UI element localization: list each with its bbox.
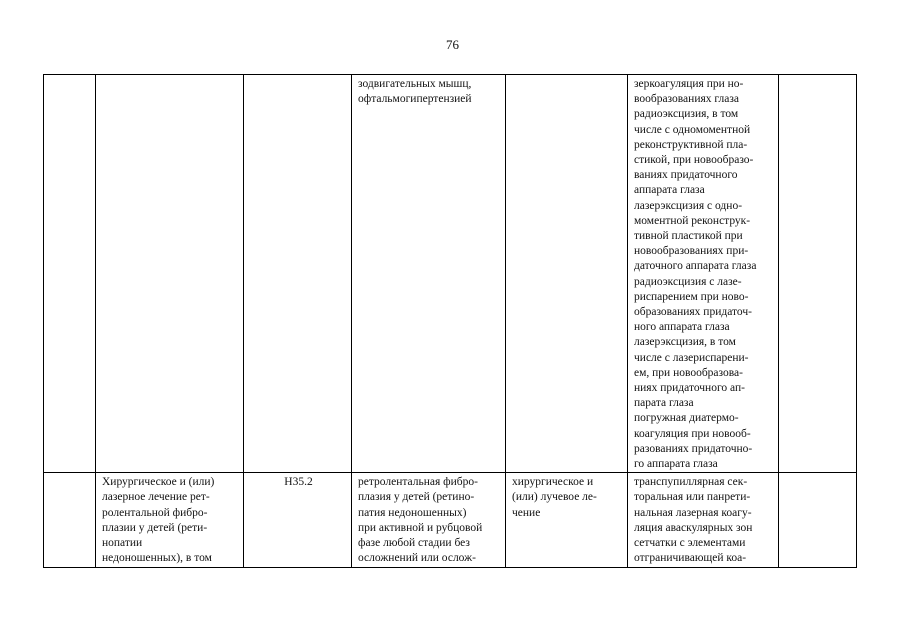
cell-treatment-name — [96, 75, 244, 473]
cell-text-line: риспарением при ново- — [634, 290, 749, 303]
cell-text-line: плазии у детей (рети- — [102, 521, 208, 534]
cell-text-line: ляция аваскулярных зон — [634, 521, 753, 534]
cell-text-line: ваниях придаточного — [634, 169, 738, 182]
cell-text-line: моментной реконструк- — [634, 214, 751, 227]
page-number: 76 — [446, 37, 459, 52]
cell-text-line: радиоэксцизия с лазе- — [634, 275, 742, 288]
cell-text-line: (или) лучевое ле- — [512, 491, 597, 504]
cell-number — [44, 473, 96, 567]
cell-text-line: ретролентальная фибро- — [358, 476, 478, 489]
cell-text-line: чение — [512, 506, 541, 519]
cell-text-line: радиоэксцизия, в том — [634, 108, 739, 121]
cell-cost — [779, 473, 857, 567]
cell-text-line: офтальмогипертензией — [358, 93, 472, 106]
cell-text-line: фазе любой стадии без — [358, 537, 470, 550]
cell-text-line: аппарата глаза — [634, 184, 705, 197]
cell-text-line: новообразованиях при- — [634, 245, 749, 258]
cell-text-line: торальная или панрети- — [634, 491, 751, 504]
cell-text-line: плазия у детей (ретино- — [358, 491, 475, 504]
cell-text-line: при активной и рубцовой — [358, 521, 483, 534]
cell-cost — [779, 75, 857, 473]
cell-text-line: сетчатки с элементами — [634, 537, 746, 550]
cell-text-line: хирургическое и — [512, 476, 594, 489]
cell-text-line: лазерэксцизия, в том — [634, 336, 736, 349]
cell-text-line: ем, при новообразова- — [634, 366, 743, 379]
cell-icd-code — [244, 473, 352, 567]
cell-text-line: разованиях придаточно- — [634, 442, 753, 455]
cell-text-line: реконструктивной пла- — [634, 138, 748, 151]
cell-text-line: нальная лазерная коагу- — [634, 506, 752, 519]
cell-treatment-type — [506, 75, 628, 473]
cell-text-line: коагуляция при новооб- — [634, 427, 751, 440]
cell-text-line: ниях придаточного ап- — [634, 382, 745, 395]
cell-number — [44, 75, 96, 473]
medical-care-table — [43, 74, 857, 568]
cell-text-line: тивной пластикой при — [634, 230, 743, 243]
cell-treatment-method — [628, 473, 779, 567]
cell-text-line: стикой, при новообразо- — [634, 154, 754, 167]
cell-text-line: го аппарата глаза — [634, 458, 718, 471]
cell-text-line: патия недоношенных) — [358, 506, 467, 519]
cell-text-line: вообразованиях глаза — [634, 93, 740, 106]
cell-text-line: погружная диатермо- — [634, 412, 739, 425]
cell-text-line: отграничивающей коа- — [634, 552, 747, 565]
table-row — [44, 473, 857, 567]
cell-text-line: H35.2 — [284, 476, 313, 489]
cell-text-line: образованиях придаточ- — [634, 306, 752, 319]
cell-text-line: нопатии — [102, 537, 143, 550]
cell-treatment-type — [506, 473, 628, 567]
cell-text-line: Хирургическое и (или) — [102, 476, 215, 489]
cell-icd-code — [244, 75, 352, 473]
table-row — [44, 75, 857, 473]
cell-text-line: даточного аппарата глаза — [634, 260, 757, 273]
cell-text-line: зеркоагуляция при но- — [634, 78, 744, 90]
cell-text-line: ного аппарата глаза — [634, 321, 730, 334]
cell-text-line: парата глаза — [634, 397, 694, 410]
cell-text-line: недоношенных), в том — [102, 552, 212, 565]
cell-text-line: ролентальной фибро- — [102, 506, 208, 519]
cell-text-line: транспупиллярная сек- — [634, 476, 748, 489]
cell-text-line: зодвигательных мышц, — [358, 78, 472, 90]
cell-treatment-method — [628, 75, 779, 473]
cell-treatment-name — [96, 473, 244, 567]
cell-patient-model — [352, 473, 506, 567]
cell-text-line: лазерэксцизия с одно- — [634, 199, 743, 212]
cell-text-line: числе с лазериспарени- — [634, 351, 749, 364]
cell-text-line: лазерное лечение рет- — [102, 491, 210, 504]
cell-patient-model — [352, 75, 506, 473]
cell-text-line: числе с одномоментной — [634, 123, 751, 136]
cell-text-line: осложнений или ослож- — [358, 552, 476, 565]
